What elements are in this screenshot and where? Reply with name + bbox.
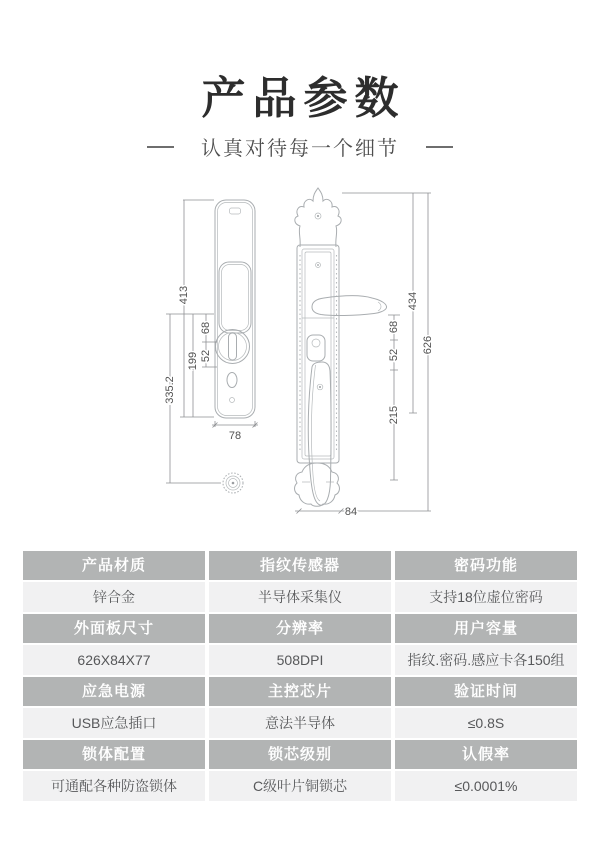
spec-value: 支持18位虚位密码 — [395, 582, 577, 612]
spec-value: ≤0.0001% — [395, 771, 577, 801]
spec-value: 锌合金 — [23, 582, 205, 612]
page-title: 产品参数 — [201, 74, 406, 123]
right-dimension-lines — [295, 193, 434, 518]
keyhole-cover — [227, 373, 237, 388]
lock-outer-panel-drawing — [295, 188, 387, 506]
spec-label: 外面板尺寸 — [23, 614, 205, 643]
spec-cell-emergency-power — [23, 677, 205, 738]
grip-handle — [308, 362, 331, 505]
dim-label-199: 199 — [186, 351, 199, 371]
spec-value: 半导体采集仪 — [209, 582, 391, 612]
left-dash-divider — [147, 146, 174, 148]
subtitle-text: 认真对待每一个细节 — [201, 138, 399, 160]
spec-cell-password-function — [395, 551, 577, 612]
spec-label: 锁芯级别 — [209, 740, 391, 769]
rosette-ornament — [295, 463, 340, 506]
dim-label-335-2: 335.2 — [163, 376, 176, 404]
spec-cell-panel-size — [23, 614, 205, 675]
dimension-diagram — [0, 175, 600, 545]
spec-cell-fingerprint-sensor — [209, 551, 391, 612]
spec-label: 认假率 — [395, 740, 577, 769]
spec-row-3 — [23, 677, 577, 738]
spec-cell-user-capacity — [395, 614, 577, 675]
dim-label-215: 215 — [387, 405, 400, 425]
spec-label: 密码功能 — [395, 551, 577, 580]
spec-value: C级叶片铜锁芯 — [209, 771, 391, 801]
dim-label-52-left: 52 — [199, 349, 212, 363]
dim-label-78: 78 — [228, 430, 242, 442]
left-dimension-lines — [164, 200, 258, 483]
spec-label: 锁体配置 — [23, 740, 205, 769]
spec-label: 应急电源 — [23, 677, 205, 706]
right-dash-divider — [426, 146, 453, 148]
dim-label-68-right: 68 — [387, 320, 400, 334]
spec-table — [23, 551, 577, 801]
spec-cell-material — [23, 551, 205, 612]
spec-cell-verify-time — [395, 677, 577, 738]
spec-value: ≤0.8S — [395, 708, 577, 738]
screw — [230, 398, 235, 403]
spec-cell-false-accept-rate — [395, 740, 577, 801]
spec-value: 意法半导体 — [209, 708, 391, 738]
spec-cell-cylinder-grade — [209, 740, 391, 801]
lock-inner-panel-drawing — [215, 200, 255, 418]
dim-label-52-right: 52 — [387, 348, 400, 362]
spec-row-2 — [23, 614, 577, 675]
spec-row-1 — [23, 551, 577, 612]
spec-label: 指纹传感器 — [209, 551, 391, 580]
subtitle — [0, 132, 600, 161]
thumbturn-knob — [216, 330, 250, 364]
spec-row-4 — [23, 740, 577, 801]
spec-value: 可通配各种防盗锁体 — [23, 771, 205, 801]
dim-label-413: 413 — [177, 285, 190, 305]
dim-label-84: 84 — [344, 506, 358, 518]
indicator-window — [230, 208, 241, 214]
spec-cell-resolution — [209, 614, 391, 675]
key-cylinder — [307, 335, 325, 361]
dim-label-626: 626 — [421, 335, 434, 355]
thumbturn-knob-top-view — [223, 473, 243, 493]
spec-label: 验证时间 — [395, 677, 577, 706]
spec-value: USB应急插口 — [23, 708, 205, 738]
spec-cell-lock-body — [23, 740, 205, 801]
sliding-cover — [219, 262, 251, 333]
spec-label: 主控芯片 — [209, 677, 391, 706]
lever-handle — [312, 296, 387, 316]
dim-label-434: 434 — [406, 291, 419, 311]
spec-label: 用户容量 — [395, 614, 577, 643]
spec-value: 指纹.密码.感应卡各150组 — [395, 645, 577, 675]
spec-label: 产品材质 — [23, 551, 205, 580]
spec-value: 508DPI — [209, 645, 391, 675]
spec-cell-main-chip — [209, 677, 391, 738]
crown-ornament — [295, 188, 341, 247]
dim-label-68-left: 68 — [199, 321, 212, 335]
spec-label: 分辨率 — [209, 614, 391, 643]
spec-value: 626X84X77 — [23, 645, 205, 675]
